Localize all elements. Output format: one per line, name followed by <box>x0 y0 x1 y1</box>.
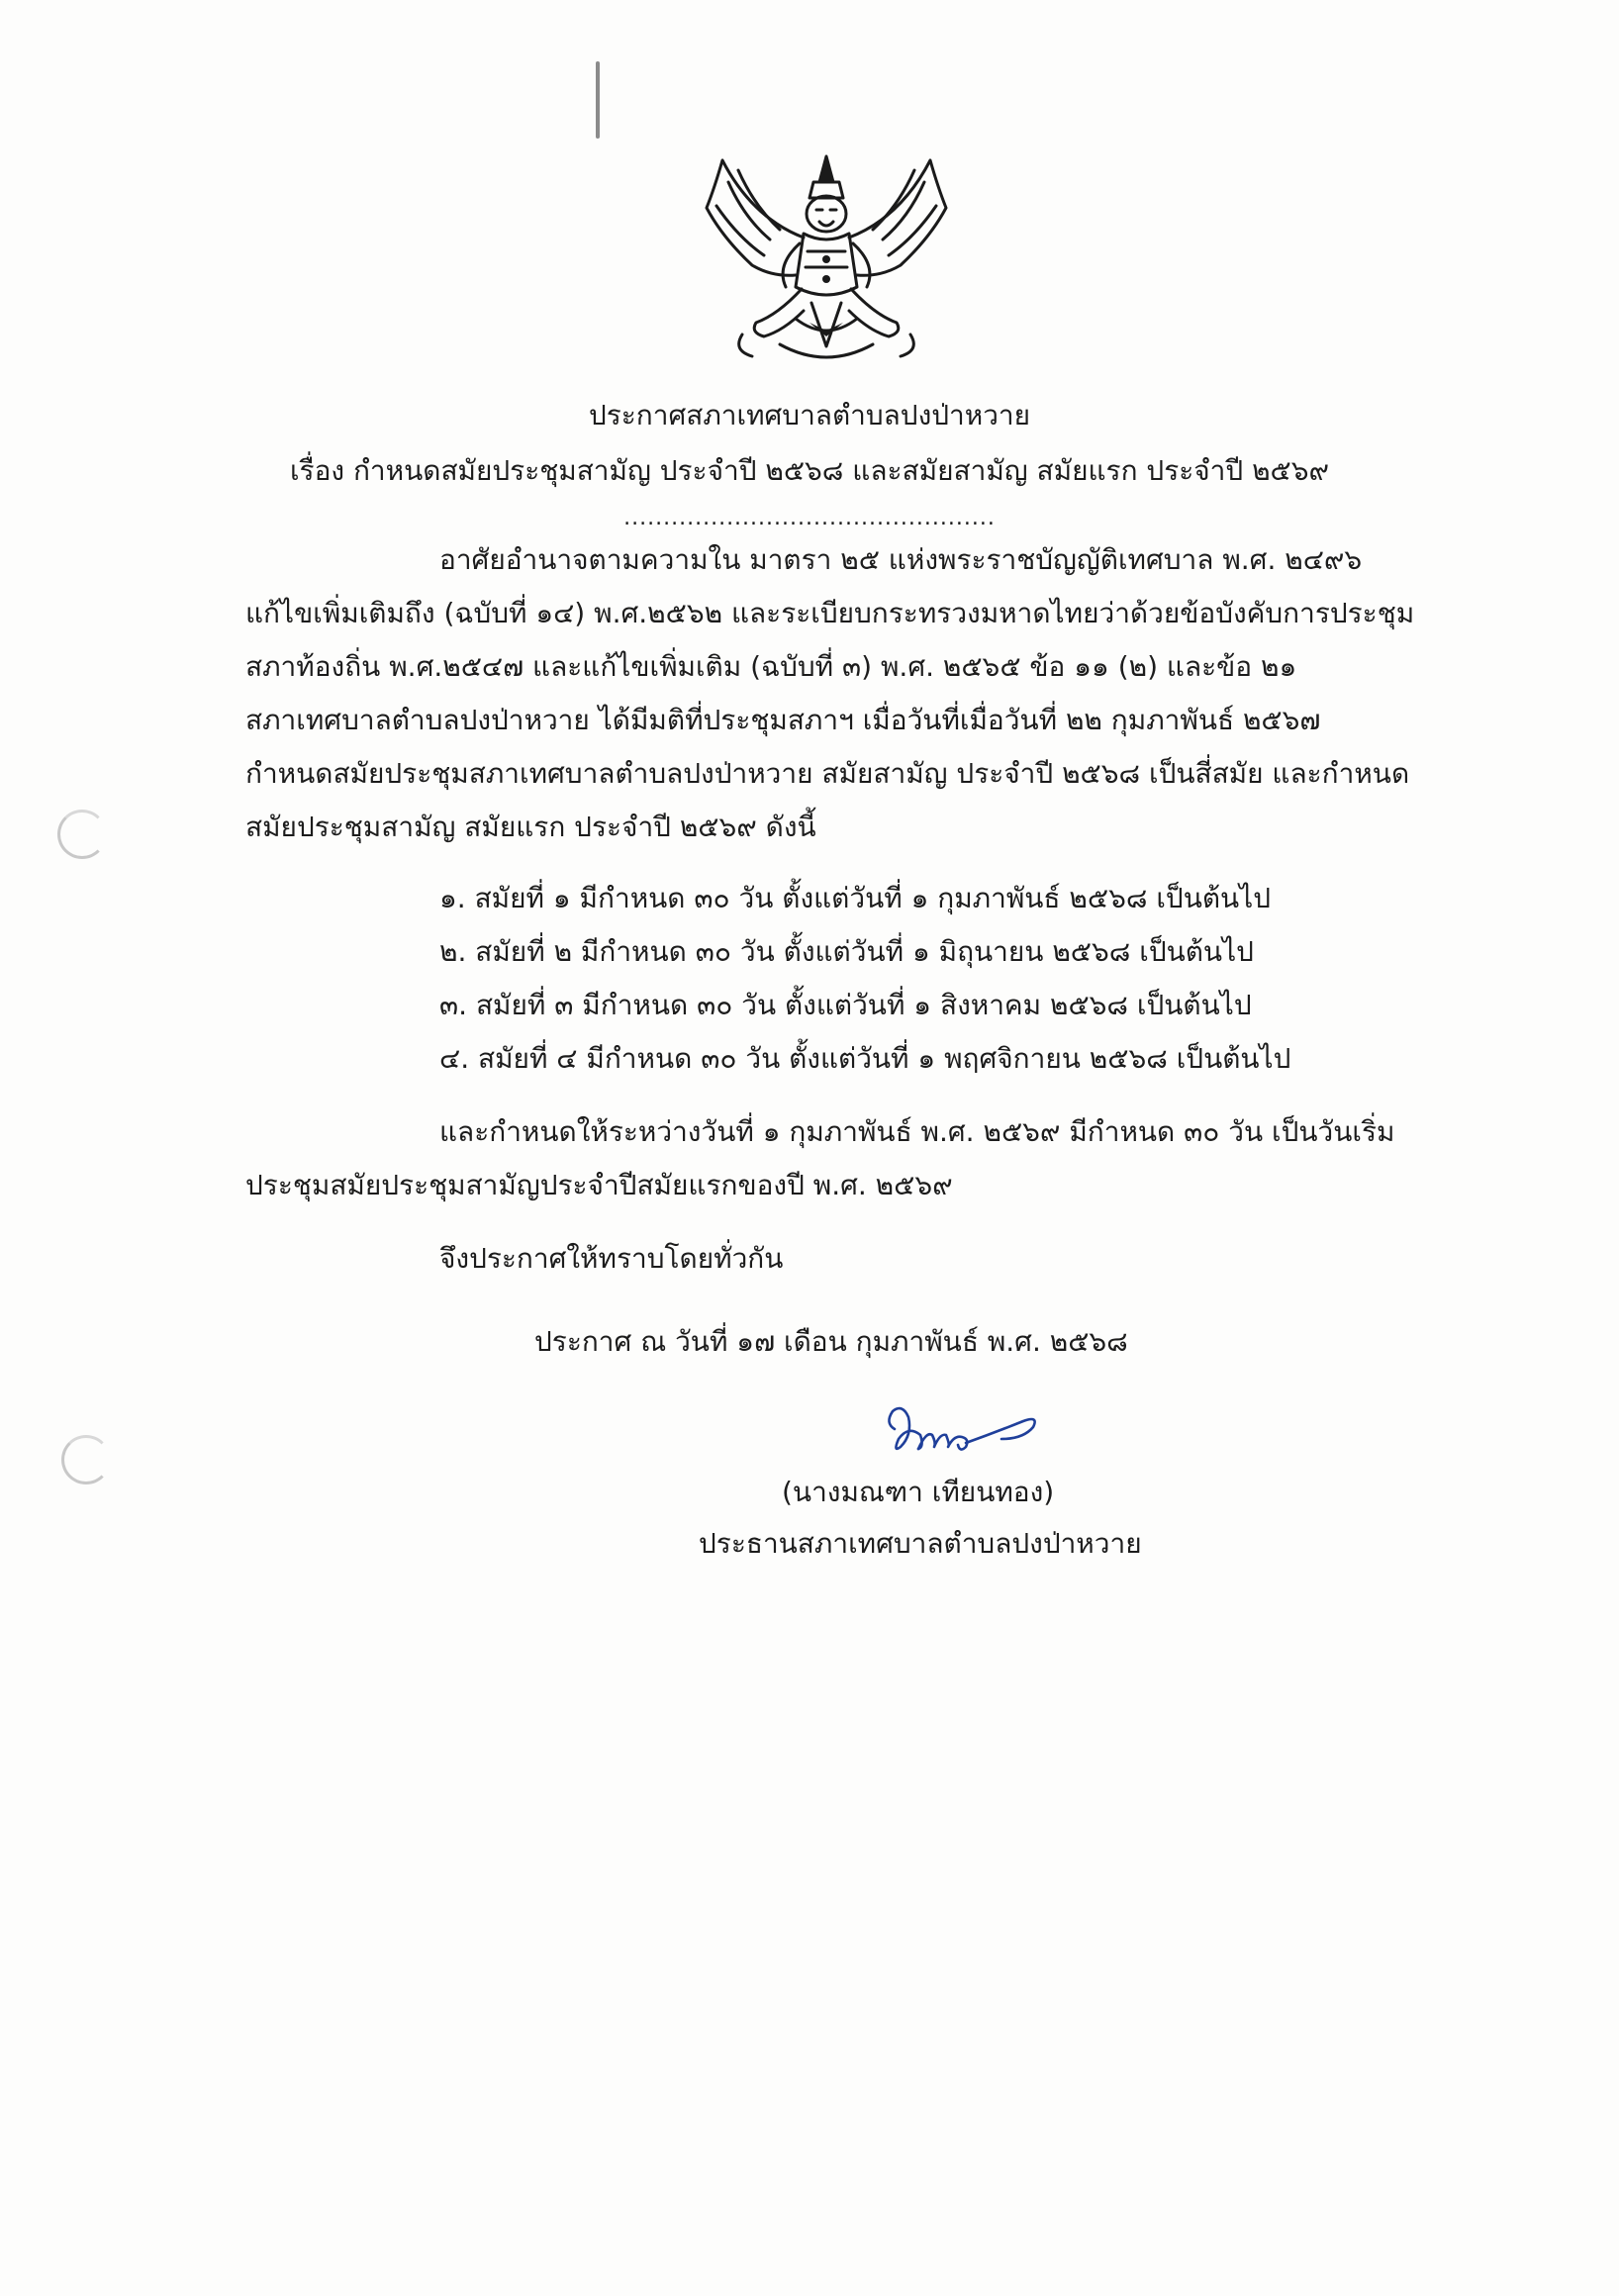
paragraph-line: สมัยประชุมสามัญ สมัยแรก ประจำปี ๒๕๖๙ ดังนี้ <box>245 811 816 843</box>
session-list-item: ๓. สมัยที่ ๓ มีกำหนด ๓๐ วัน ตั้งแต่วันที่ ๑ สิงหาคม ๒๕๖๘ เป็นต้นไป <box>439 989 1252 1021</box>
signature-mark <box>875 1395 1049 1471</box>
session-list-item: ๔. สมัยที่ ๔ มีกำหนด ๓๐ วัน ตั้งแต่วันที่ ๑ พฤศจิกายน ๒๕๖๘ เป็นต้นไป <box>439 1042 1291 1075</box>
signer-name: (นางมณฑา เทียนทอง) <box>782 1476 1055 1508</box>
session-list-item: ๑. สมัยที่ ๑ มีกำหนด ๓๐ วัน ตั้งแต่วันที่ ๑ กุมภาพันธ์ ๒๕๖๘ เป็นต้นไป <box>439 882 1272 914</box>
garuda-emblem-icon <box>693 148 960 376</box>
paragraph-line: แก้ไขเพิ่มเติมถึง (ฉบับที่ ๑๔) พ.ศ.๒๕๖๒ และระเบียบกระทรวงมหาดไทยว่าด้วยข้อบังคับการประชุม <box>245 597 1415 629</box>
punch-hole-mark <box>61 1435 111 1484</box>
announcement-subject: เรื่อง กำหนดสมัยประชุมสามัญ ประจำปี ๒๕๖๘ และสมัยสามัญ สมัยแรก ประจำปี ๒๕๖๙ <box>289 454 1330 487</box>
date-line: ประกาศ ณ วันที่ ๑๗ เดือน กุมภาพันธ์ พ.ศ. ๒๕๖๘ <box>534 1325 1128 1358</box>
paragraph-line: ประชุมสมัยประชุมสามัญประจำปีสมัยแรกของปี พ.ศ. ๒๕๖๙ <box>245 1169 953 1201</box>
notice-line: จึงประกาศให้ทราบโดยทั่วกัน <box>439 1242 784 1275</box>
paragraph-line: สภาท้องถิ่น พ.ศ.๒๕๔๗ และแก้ไขเพิ่มเติม (ฉบับที่ ๓) พ.ศ. ๒๕๖๕ ข้อ ๑๑ (๒) และข้อ ๒๑ <box>245 650 1297 683</box>
punch-hole-mark <box>57 810 107 859</box>
paragraph-line: อาศัยอำนาจตามความใน มาตรา ๒๕ แห่งพระราชบัญญัติเทศบาล พ.ศ. ๒๔๙๖ <box>439 543 1363 576</box>
paragraph-line: กำหนดสมัยประชุมสภาเทศบาลตำบลปงป่าหวาย สมัยสามัญ ประจำปี ๒๕๖๘ เป็นสี่สมัย และกำหนด <box>245 757 1410 790</box>
paragraph-line: และกำหนดให้ระหว่างวันที่ ๑ กุมภาพันธ์ พ.ศ. ๒๕๖๙ มีกำหนด ๓๐ วัน เป็นวันเริ่ม <box>439 1115 1395 1148</box>
scan-artifact-mark <box>596 61 600 139</box>
announcement-title: ประกาศสภาเทศบาลตำบลปงป่าหวาย <box>588 399 1031 431</box>
paragraph-line: สภาเทศบาลตำบลปงป่าหวาย ได้มีมติที่ประชุมสภาฯ เมื่อวันที่เมื่อวันที่ ๒๒ กุมภาพันธ์ ๒๕๖๗ <box>245 704 1321 736</box>
session-list-item: ๒. สมัยที่ ๒ มีกำหนด ๓๐ วัน ตั้งแต่วันที่ ๑ มิถุนายน ๒๕๖๘ เป็นต้นไป <box>439 935 1254 968</box>
separator-dots: ............................................... <box>623 506 996 530</box>
signer-position: ประธานสภาเทศบาลตำบลปงป่าหวาย <box>699 1527 1142 1560</box>
